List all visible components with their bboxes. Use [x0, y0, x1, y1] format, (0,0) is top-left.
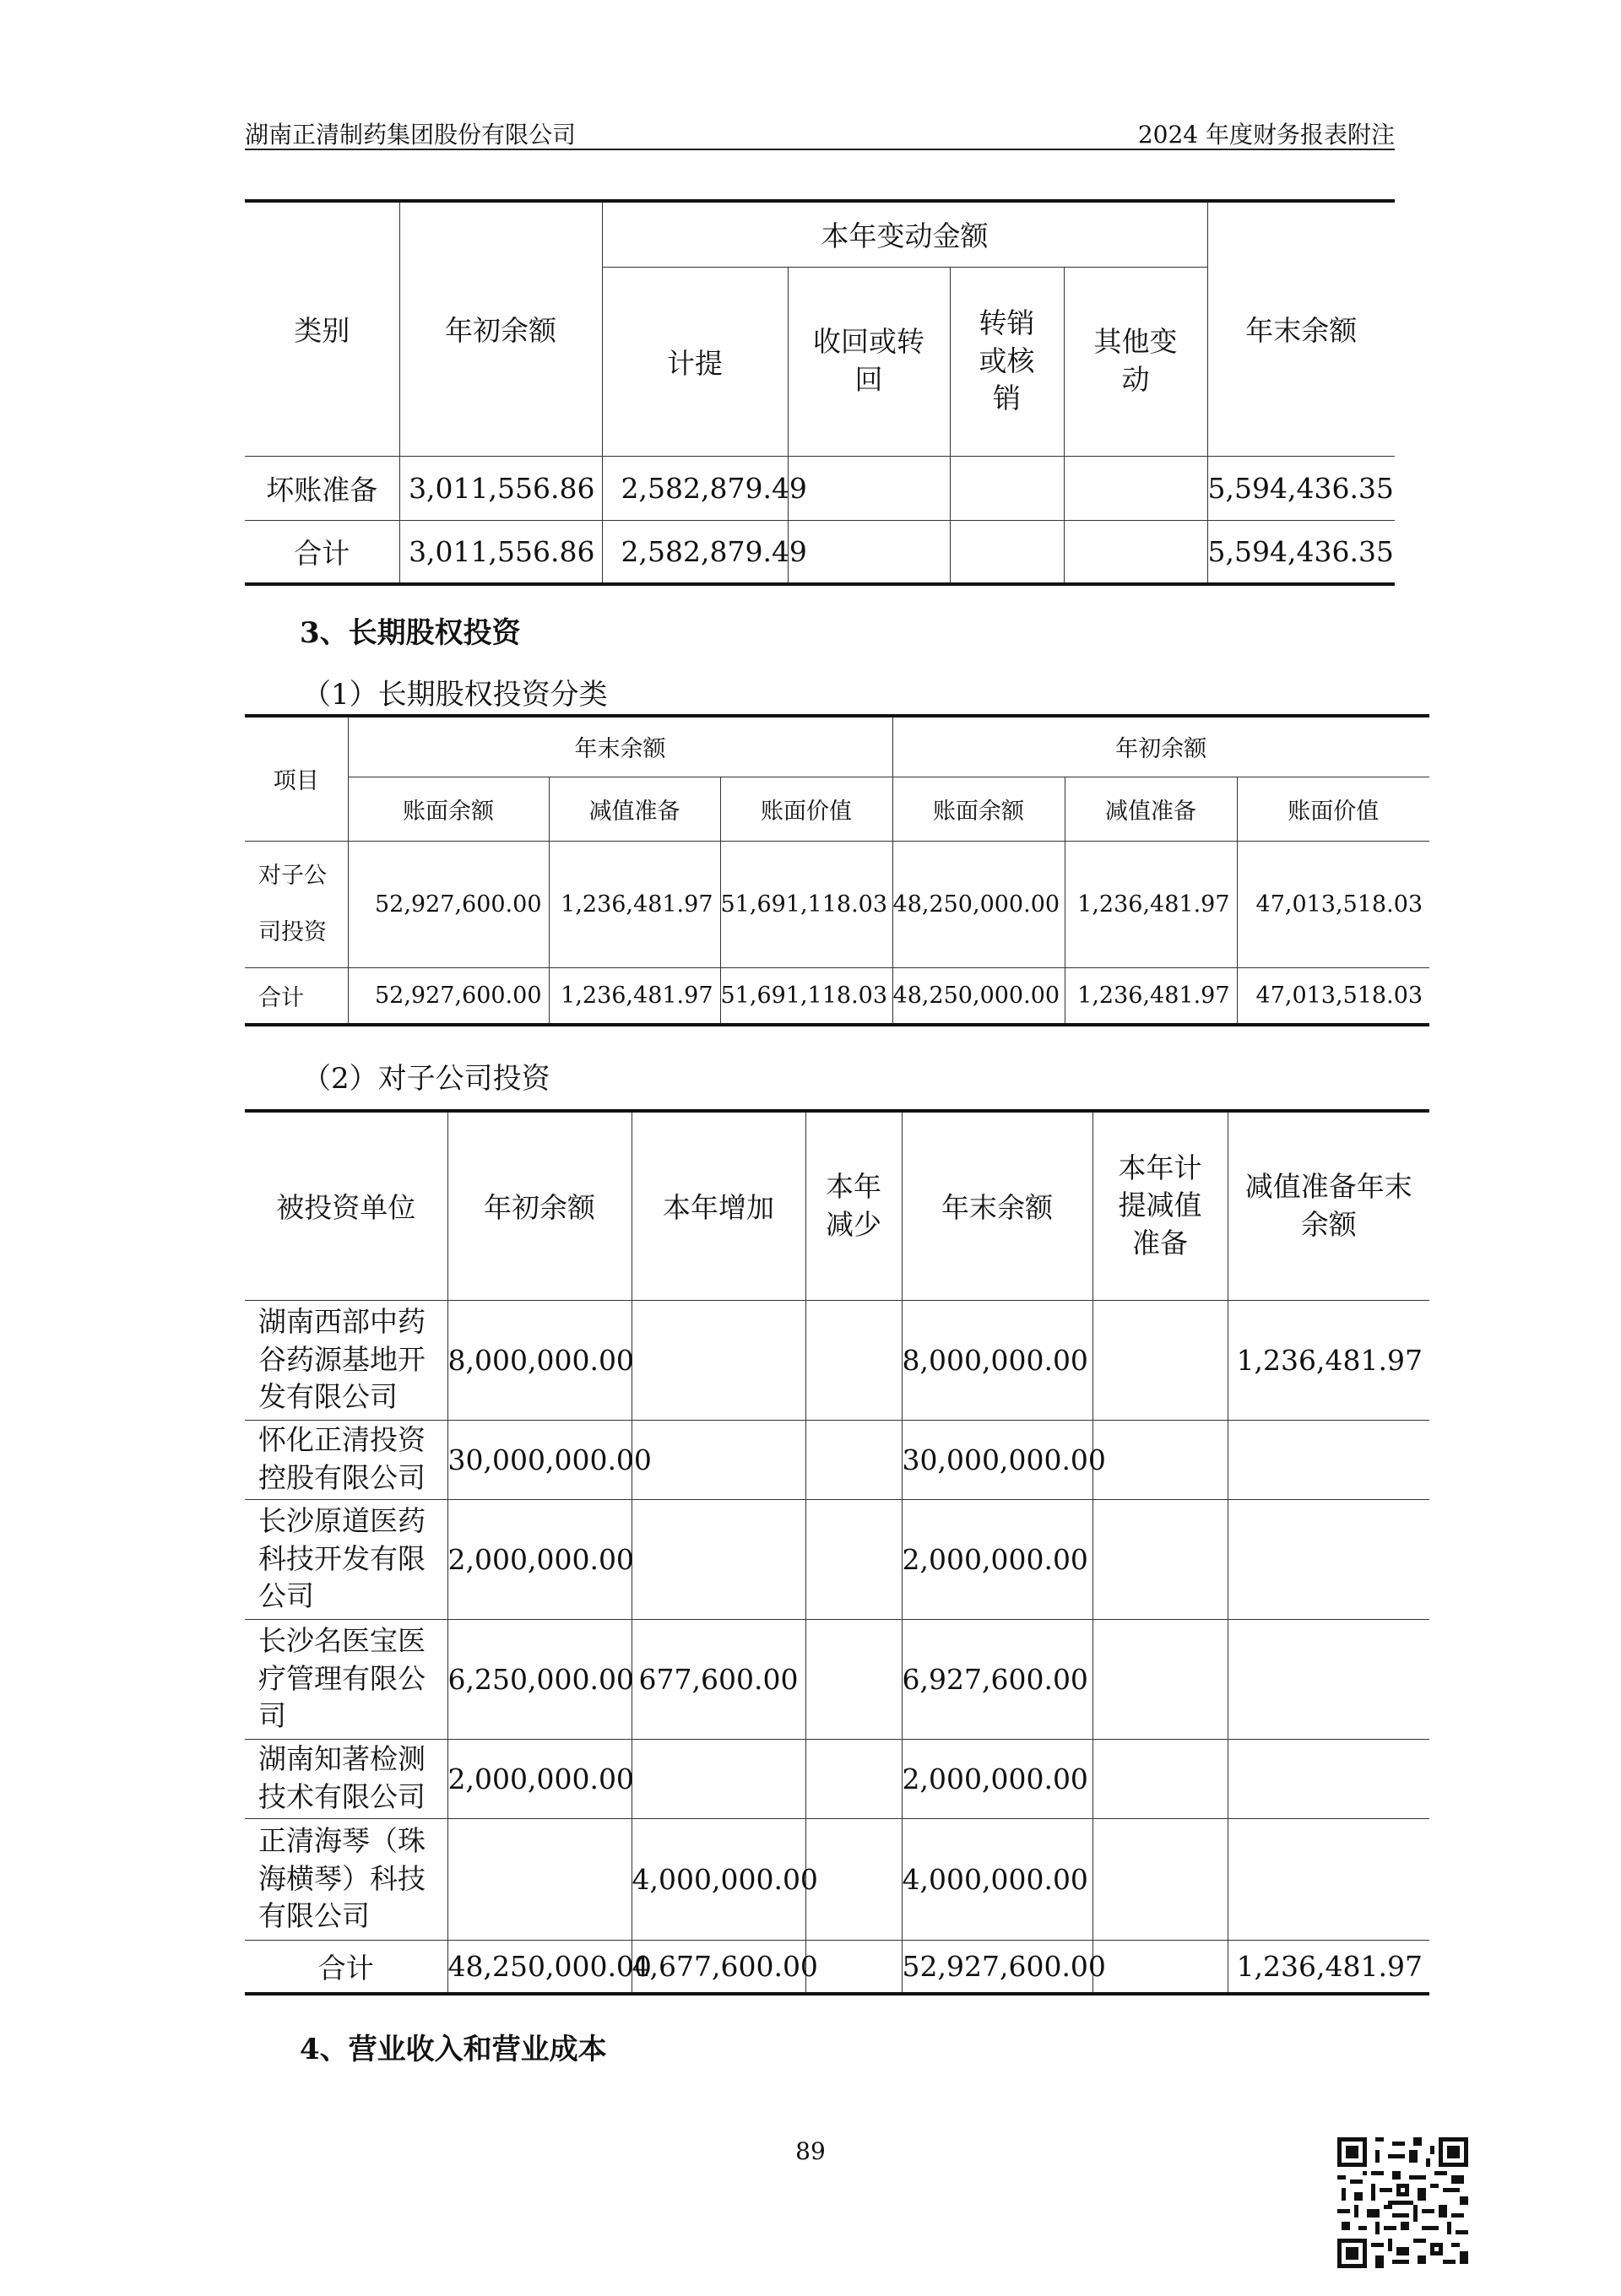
cell-closing: 2,000,000.00	[902, 1739, 1092, 1818]
cell-investee: 湖南西部中药谷药源基地开发有限公司	[245, 1300, 447, 1420]
cell-opening: 2,000,000.00	[447, 1739, 632, 1818]
subsidiary-investment-table	[245, 1109, 1429, 1995]
table-row	[245, 841, 1429, 967]
cell-impairment-provision	[1092, 1499, 1228, 1619]
cell-opening: 48,250,000.00	[447, 1940, 632, 1994]
table-row	[245, 967, 1429, 1025]
cell-impairment-provision	[1092, 1420, 1228, 1499]
header-impairment: 减值准备	[549, 777, 720, 841]
cell-decrease	[805, 1300, 902, 1420]
cell-opening: 30,000,000.00	[447, 1420, 632, 1499]
cell-item: 对子公司投资	[245, 841, 348, 967]
cell-decrease	[805, 1818, 902, 1940]
page-number: 89	[795, 2137, 826, 2165]
header-closing: 年末余额	[1207, 201, 1395, 456]
cell-begin-value: 47,013,518.03	[1237, 841, 1429, 967]
cell-opening: 2,000,000.00	[447, 1499, 632, 1619]
table-row	[245, 520, 1395, 584]
cell-impairment-closing	[1228, 1619, 1429, 1739]
table-row	[245, 1420, 1429, 1499]
header-book-value: 账面价值	[720, 777, 892, 841]
cell-investee: 湖南知著检测技术有限公司	[245, 1739, 447, 1818]
header-category: 类别	[245, 201, 399, 456]
cell-opening: 3,011,556.86	[399, 456, 602, 520]
cell-impairment-provision	[1092, 1739, 1228, 1818]
cell-increase: 677,600.00	[632, 1619, 805, 1739]
report-title: 2024 年度财务报表附注	[1137, 121, 1395, 149]
header-other: 其他变动	[1064, 267, 1207, 456]
cell-closing: 2,000,000.00	[902, 1499, 1092, 1619]
cell-recover	[788, 456, 950, 520]
cell-provision: 2,582,879.49	[602, 456, 788, 520]
cell-end-value: 51,691,118.03	[720, 841, 892, 967]
cell-impairment-provision	[1092, 1940, 1228, 1994]
cell-closing: 5,594,436.35	[1207, 520, 1395, 584]
cell-begin-impairment: 1,236,481.97	[1065, 967, 1237, 1025]
table-row	[245, 1499, 1429, 1619]
header-impairment: 减值准备	[1065, 777, 1237, 841]
cell-investee: 怀化正清投资控股有限公司	[245, 1420, 447, 1499]
cell-investee: 长沙名医宝医疗管理有限公司	[245, 1619, 447, 1739]
cell-end-value: 51,691,118.03	[720, 967, 892, 1025]
cell-increase	[632, 1300, 805, 1420]
cell-decrease	[805, 1619, 902, 1739]
allowance-table	[245, 199, 1395, 586]
header-investee: 被投资单位	[245, 1111, 447, 1300]
cell-begin-impairment: 1,236,481.97	[1065, 841, 1237, 967]
company-name: 湖南正清制药集团股份有限公司	[245, 121, 577, 149]
cell-closing: 5,594,436.35	[1207, 456, 1395, 520]
cell-impairment-closing: 1,236,481.97	[1228, 1940, 1429, 1994]
cell-impairment-provision	[1092, 1619, 1228, 1739]
cell-investee: 正清海琴（珠海横琴）科技有限公司	[245, 1818, 447, 1940]
cell-increase	[632, 1499, 805, 1619]
cell-decrease	[805, 1499, 902, 1619]
cell-writeoff	[950, 520, 1064, 584]
header-impairment-provision: 本年计提减值准备	[1092, 1111, 1228, 1300]
section-title: 3、长期股权投资	[300, 616, 521, 650]
header-opening: 年初余额	[447, 1111, 632, 1300]
table-row	[245, 1300, 1429, 1420]
table-row	[245, 456, 1395, 520]
cell-impairment-closing	[1228, 1739, 1429, 1818]
header-writeoff: 转销或核销	[950, 267, 1064, 456]
cell-impairment-closing: 1,236,481.97	[1228, 1300, 1429, 1420]
cell-increase: 4,677,600.00	[632, 1940, 805, 1994]
cell-decrease	[805, 1739, 902, 1818]
header-begin-group: 年初余额	[892, 716, 1429, 777]
cell-end-impairment: 1,236,481.97	[549, 967, 720, 1025]
header-increase: 本年增加	[632, 1111, 805, 1300]
subsection-title: （1）长期股权投资分类	[302, 678, 608, 712]
cell-closing: 6,927,600.00	[902, 1619, 1092, 1739]
cell-other	[1064, 456, 1207, 520]
cell-writeoff	[950, 456, 1064, 520]
header-provision: 计提	[602, 267, 788, 456]
cell-increase	[632, 1420, 805, 1499]
cell-impairment-closing	[1228, 1420, 1429, 1499]
header-item: 项目	[245, 716, 348, 841]
cell-opening: 6,250,000.00	[447, 1619, 632, 1739]
header-opening: 年初余额	[399, 201, 602, 456]
equity-classification-table	[245, 714, 1429, 1026]
header-impairment-closing: 减值准备年末余额	[1228, 1111, 1429, 1300]
cell-decrease	[805, 1940, 902, 1994]
table-row	[245, 1818, 1429, 1940]
header-closing: 年末余额	[902, 1111, 1092, 1300]
cell-closing: 4,000,000.00	[902, 1818, 1092, 1940]
table-row	[245, 1619, 1429, 1739]
cell-decrease	[805, 1420, 902, 1499]
header-recover: 收回或转回	[788, 267, 950, 456]
cell-begin-balance: 48,250,000.00	[892, 841, 1065, 967]
table-row	[245, 1940, 1429, 1994]
cell-closing: 8,000,000.00	[902, 1300, 1092, 1420]
cell-closing: 52,927,600.00	[902, 1940, 1092, 1994]
cell-begin-balance: 48,250,000.00	[892, 967, 1065, 1025]
cell-other	[1064, 520, 1207, 584]
section-title: 4、营业收入和营业成本	[300, 2033, 607, 2066]
cell-category: 坏账准备	[245, 456, 399, 520]
cell-increase: 4,000,000.00	[632, 1818, 805, 1940]
header-divider	[245, 149, 1395, 150]
qr-code-icon	[1337, 2137, 1468, 2268]
cell-end-balance: 52,927,600.00	[348, 841, 549, 967]
cell-opening: 3,011,556.86	[399, 520, 602, 584]
cell-closing: 30,000,000.00	[902, 1420, 1092, 1499]
header-decrease: 本年减少	[805, 1111, 902, 1300]
cell-item: 合计	[245, 967, 348, 1025]
header-change-group: 本年变动金额	[602, 201, 1207, 267]
header-end-group: 年末余额	[348, 716, 892, 777]
cell-opening	[447, 1818, 632, 1940]
header-book-balance: 账面余额	[348, 777, 549, 841]
cell-impairment-closing	[1228, 1499, 1429, 1619]
cell-impairment-provision	[1092, 1300, 1228, 1420]
cell-investee: 长沙原道医药科技开发有限公司	[245, 1499, 447, 1619]
cell-opening: 8,000,000.00	[447, 1300, 632, 1420]
header-book-balance: 账面余额	[892, 777, 1065, 841]
header-book-value: 账面价值	[1237, 777, 1429, 841]
cell-end-balance: 52,927,600.00	[348, 967, 549, 1025]
cell-impairment-provision	[1092, 1818, 1228, 1940]
cell-increase	[632, 1739, 805, 1818]
cell-provision: 2,582,879.49	[602, 520, 788, 584]
cell-end-impairment: 1,236,481.97	[549, 841, 720, 967]
subsection-title: （2）对子公司投资	[302, 1062, 550, 1096]
cell-impairment-closing	[1228, 1818, 1429, 1940]
table-row	[245, 1739, 1429, 1818]
cell-investee: 合计	[245, 1940, 447, 1994]
cell-begin-value: 47,013,518.03	[1237, 967, 1429, 1025]
cell-category: 合计	[245, 520, 399, 584]
cell-recover	[788, 520, 950, 584]
